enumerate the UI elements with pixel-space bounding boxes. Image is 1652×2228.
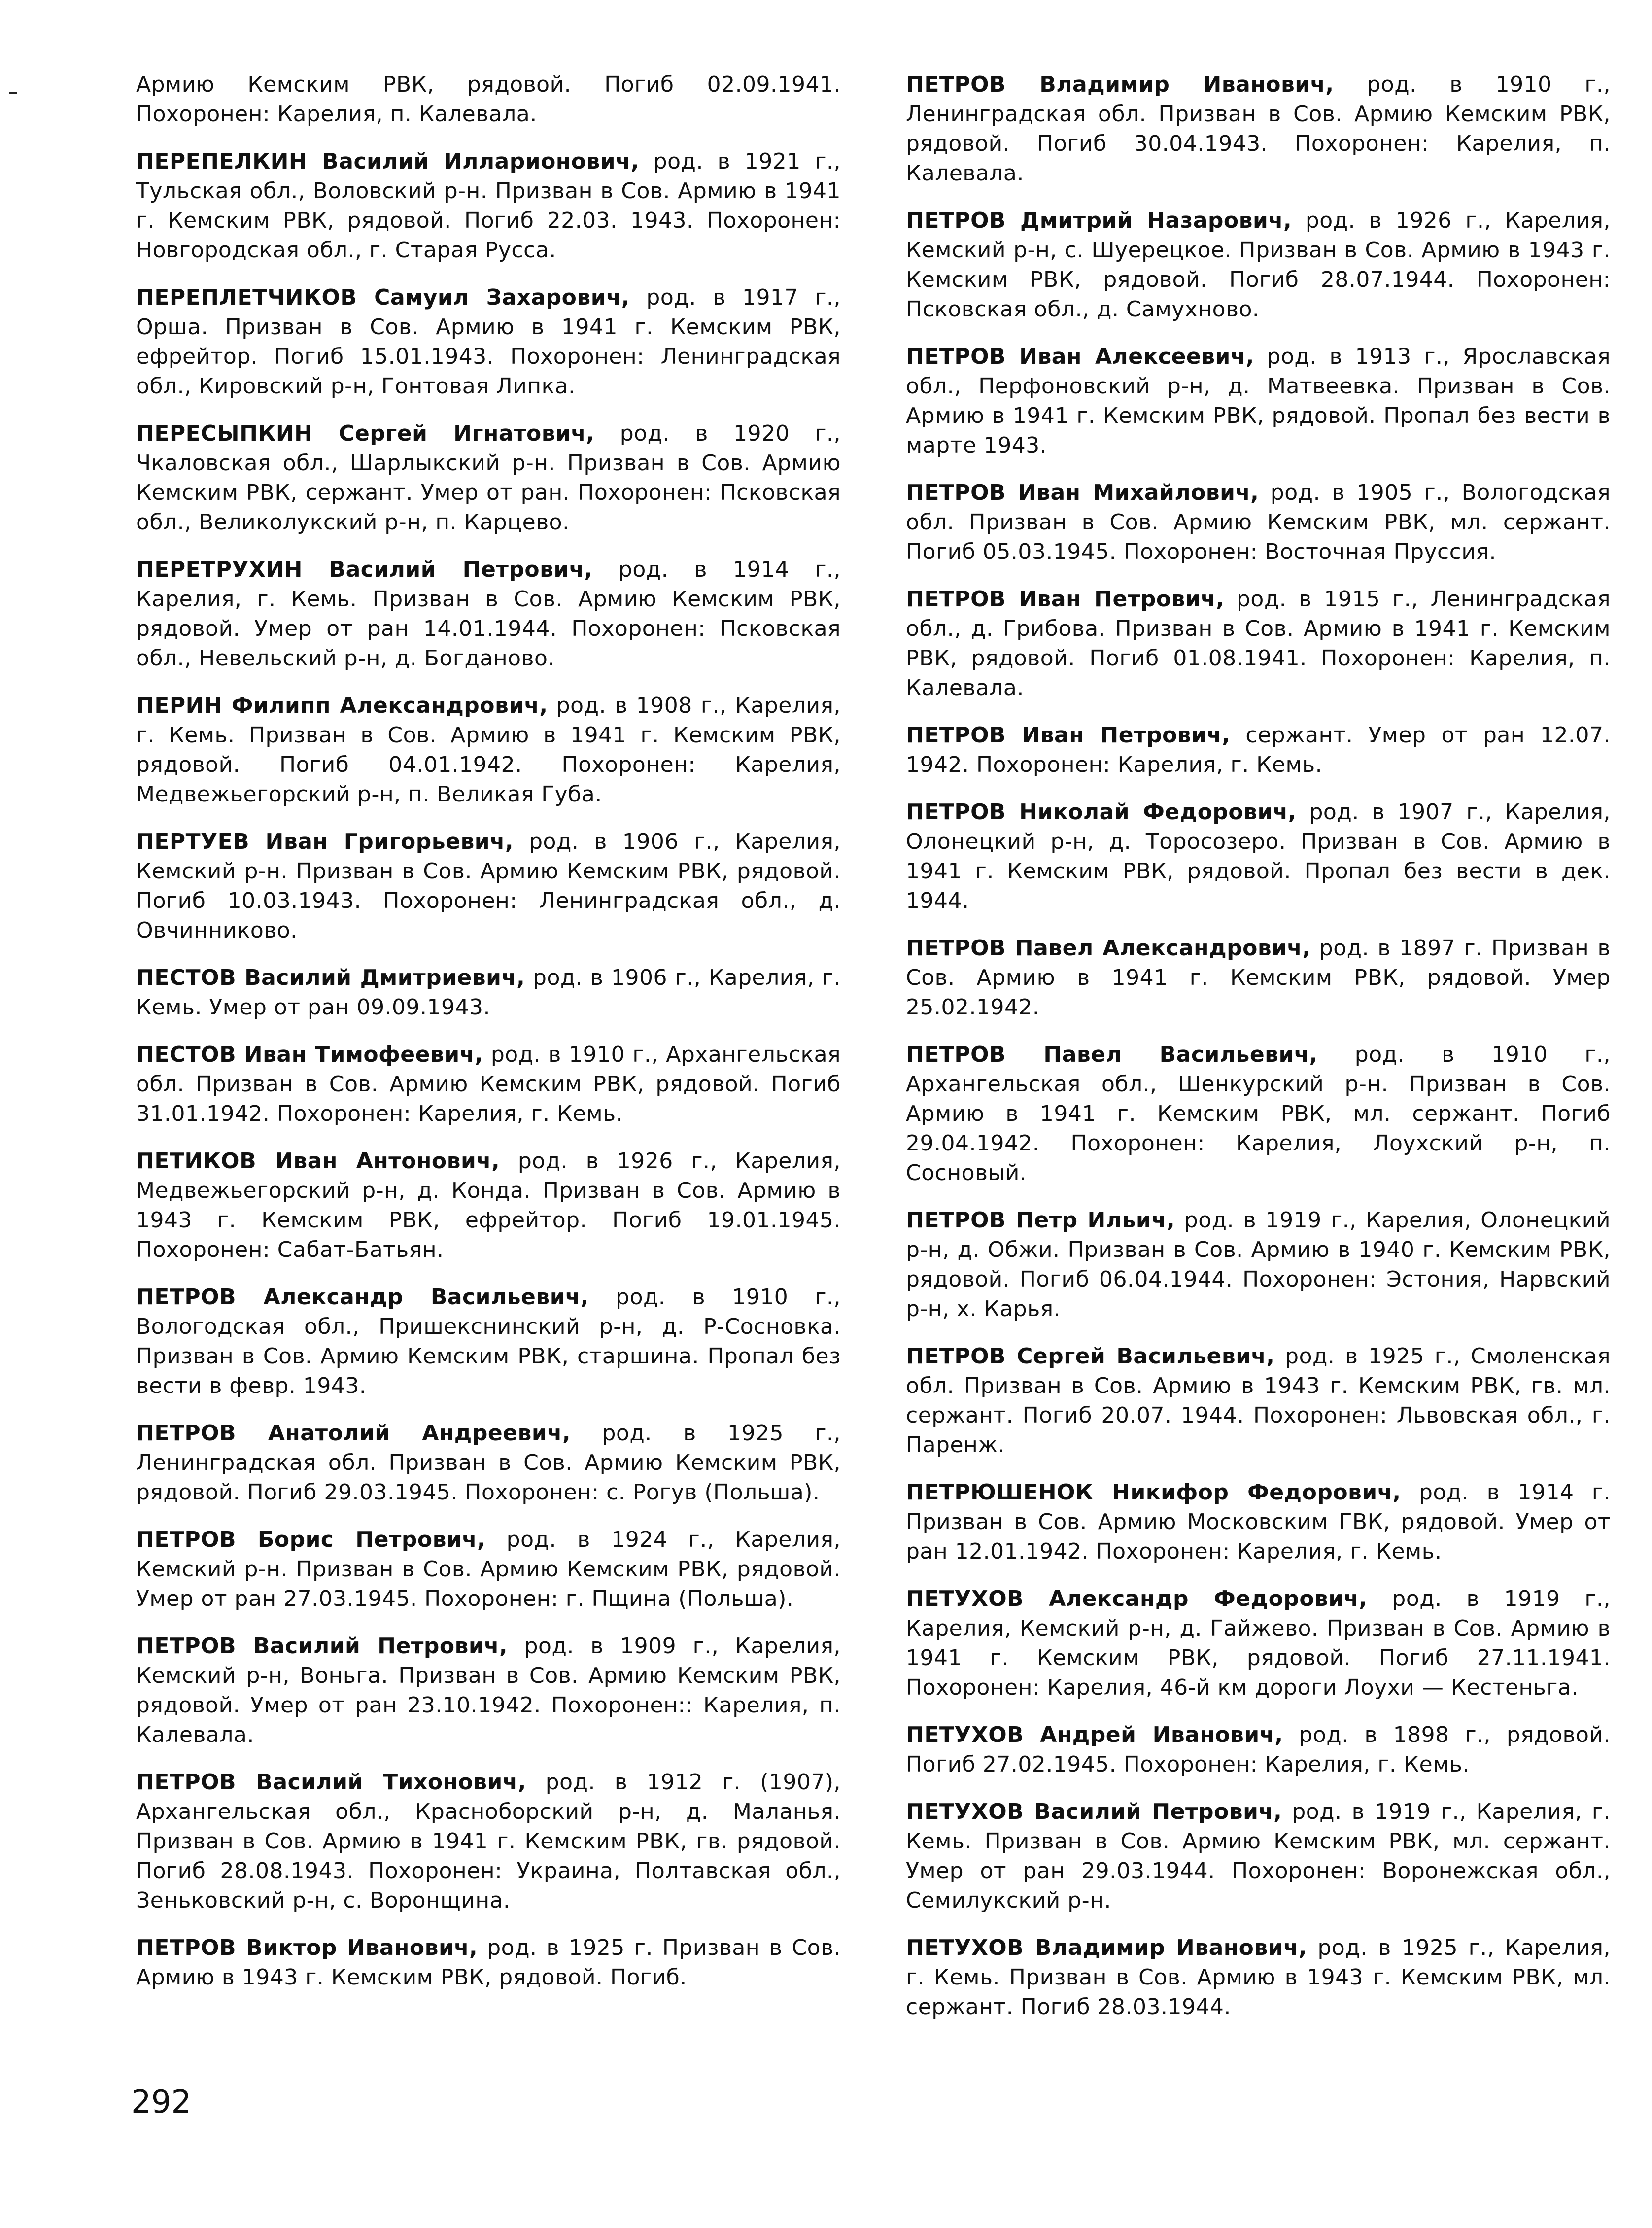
- entry-name: ПЕРТУЕВ Иван Григорьевич,: [136, 829, 514, 854]
- entry: [136, 1768, 841, 1915]
- entry-text: род. в 1897 г. Призван в Сов. Армию в 1941 г. Кемским РВК, рядовой. Умер 25.02.1942.: [906, 936, 1611, 1020]
- entry-name: ПЕТРОВ Николай Федорович,: [906, 800, 1297, 825]
- entry-text: род. в 1919 г., Карелия, Кемский р-н, д. Гайжево. Призван в Сов. Армию в 1941 г. Кемским РВК, рядовой. Погиб 27.11.1941. Похоронен: Карелия, 46-й км дороги Лоухи — Кестеньга.: [906, 1586, 1611, 1700]
- entry: [136, 1632, 841, 1750]
- entry-name: ПЕРЕПЕЛКИН Василий Илларионович,: [136, 149, 640, 174]
- entry: [136, 1419, 841, 1507]
- entry-text: род. в 1906 г., Карелия, г. Кемь. Умер от ран 09.09.1943.: [136, 965, 841, 1020]
- entry-text: род. в 1910 г., Архангельская обл., Шенкурский р-н. Призван в Сов. Армию в 1941 г. Кемским РВК, мл. сержант. Погиб 29.04.1942. Похоронен: Карелия, Лоухский р-н, п. Сосновый.: [906, 1042, 1611, 1185]
- right-column: [906, 70, 1611, 2040]
- entry-text: род. в 1898 г., рядовой. Погиб 27.02.1945. Похоронен: Карелия, г. Кемь.: [906, 1722, 1611, 1777]
- entry: [906, 1206, 1611, 1324]
- entry-text: род. в 1910 г., Вологодская обл., Пришекснинский р-н, д. Р-Сосновка. Призван в Сов. Армию Кемским РВК, старшина. Пропал без вести в февр. 1943.: [136, 1285, 841, 1398]
- entry: [906, 1797, 1611, 1915]
- entry-text: род. в 1920 г., Чкаловская обл., Шарлыкский р-н. Призван в Сов. Армию Кемским РВК, сержант. Умер от ран. Похоронен: Псковская обл., Великолукский р-н, п. Карцево.: [136, 421, 841, 535]
- entry-text: род. в 1909 г., Карелия, Кемский р-н, Воньга. Призван в Сов. Армию Кемским РВК, рядовой. Умер от ран 23.10.1942. Похоронен:: Карелия, п. Калевала.: [136, 1634, 841, 1747]
- entry: [906, 1584, 1611, 1703]
- entry: [906, 585, 1611, 703]
- entry-text: род. в 1925 г., Карелия, г. Кемь. Призван в Сов. Армию в 1943 г. Кемским РВК, мл. сержант. Погиб 28.03.1944.: [906, 1935, 1611, 2019]
- entry: [136, 963, 841, 1022]
- left-column: [136, 70, 841, 2010]
- entry-name: ПЕТИКОВ Иван Антонович,: [136, 1149, 500, 1174]
- entry-text: род. в 1906 г., Карелия, Кемский р-н. Призван в Сов. Армию Кемским РВК, рядовой. Погиб 10.03.1943. Похоронен: Ленинградская обл., д. Овчинниково.: [136, 829, 841, 943]
- entry-name: ПЕРИН Филипп Александрович,: [136, 693, 548, 718]
- entry-name: ПЕТРОВ Александр Васильевич,: [136, 1285, 589, 1310]
- entry: [906, 721, 1611, 780]
- entry: [906, 798, 1611, 916]
- entry: [906, 1478, 1611, 1567]
- entry-name: ПЕТРОВ Виктор Иванович,: [136, 1935, 478, 1960]
- entry-text: род. в 1921 г., Тульская обл., Воловский р-н. Призван в Сов. Армию в 1941 г. Кемским РВК, рядовой. Погиб 22.03. 1943. Похоронен: Новгородская обл., г. Старая Русса.: [136, 149, 841, 263]
- entry-name: ПЕТРОВ Иван Алексеевич,: [906, 344, 1254, 369]
- entry-text: род. в 1907 г., Карелия, Олонецкий р-н, д. Торосозеро. Призван в Сов. Армию в 1941 г. Кемским РВК, рядовой. Пропал без вести в дек. 1944.: [906, 800, 1611, 913]
- entry-text: род. в 1913 г., Ярославская обл., Перфоновский р-н, д. Матвеевка. Призван в Сов. Армию в 1941 г. Кемским РВК, рядовой. Пропал без вести в марте 1943.: [906, 344, 1611, 458]
- entry-name: ПЕТРОВ Владимир Иванович,: [906, 72, 1334, 97]
- entry-name: ПЕРЕПЛЕТЧИКОВ Самуил Захарович,: [136, 285, 630, 310]
- entry-text: род. в 1926 г., Карелия, Кемский р-н, с. Шуерецкое. Призван в Сов. Армию в 1943 г. Кемским РВК, рядовой. Погиб 28.07.1944. Похоронен: Псковская обл., д. Самухново.: [906, 208, 1611, 322]
- entry-name: ПЕТРОВ Василий Петрович,: [136, 1634, 508, 1659]
- entry-name: ПЕТУХОВ Владимир Иванович,: [906, 1935, 1307, 1960]
- entry: [136, 1933, 841, 1992]
- entry-name: ПЕТРЮШЕНОК Никифор Федорович,: [906, 1480, 1401, 1505]
- entry: [906, 1720, 1611, 1779]
- entry: [906, 478, 1611, 567]
- entry: [136, 283, 841, 401]
- entry-name: ПЕТРОВ Иван Петрович,: [906, 587, 1225, 612]
- entry-text: сержант. Умер от ран 12.07. 1942. Похоронен: Карелия, г. Кемь.: [906, 723, 1611, 777]
- entry-name: ПЕРЕСЫПКИН Сергей Игнатович,: [136, 421, 595, 446]
- entry-text: род. в 1910 г., Ленинградская обл. Призван в Сов. Армию Кемским РВК, рядовой. Погиб 30.04.1943. Похоронен: Карелия, п. Калевала.: [906, 72, 1611, 186]
- entry-name: ПЕТРОВ Сергей Васильевич,: [906, 1344, 1275, 1369]
- entry-text: род. в 1915 г., Ленинградская обл., д. Грибова. Призван в Сов. Армию в 1941 г. Кемским РВК, рядовой. Погиб 01.08.1941. Похоронен: Карелия, п. Калевала.: [906, 587, 1611, 700]
- entry-name: ПЕТРОВ Василий Тихонович,: [136, 1770, 526, 1795]
- entry-text: род. в 1925 г. Призван в Сов. Армию в 1943 г. Кемским РВК, рядовой. Погиб.: [136, 1935, 841, 1990]
- entry-name: ПЕСТОВ Иван Тимофеевич,: [136, 1042, 483, 1067]
- entry: [136, 419, 841, 537]
- entry-text: род. в 1905 г., Вологодская обл. Призван в Сов. Армию Кемским РВК, мл. сержант. Погиб 05.03.1945. Похоронен: Восточная Пруссия.: [906, 480, 1611, 564]
- entry: [136, 147, 841, 265]
- page-number: 292: [131, 2084, 192, 2121]
- entry-text: Армию Кемским РВК, рядовой. Погиб 02.09.1941. Похоронен: Карелия, п. Калевала.: [136, 72, 841, 127]
- entry-name: ПЕТРОВ Иван Петрович,: [906, 723, 1231, 748]
- entry-name: ПЕТУХОВ Василий Петрович,: [906, 1799, 1282, 1824]
- entry-name: ПЕТУХОВ Андрей Иванович,: [906, 1722, 1283, 1747]
- entry-text: род. в 1914 г., Карелия, г. Кемь. Призван в Сов. Армию Кемским РВК, рядовой. Умер от ран 14.01.1944. Похоронен: Псковская обл., Невельский р-н, д. Богданово.: [136, 557, 841, 671]
- entry: [136, 1525, 841, 1614]
- entry-name: ПЕТРОВ Иван Михайлович,: [906, 480, 1259, 505]
- entry: [906, 934, 1611, 1022]
- entry-name: ПЕТРОВ Борис Петрович,: [136, 1527, 486, 1552]
- entry-text: род. в 1926 г., Карелия, Медвежьегорский р-н, д. Конда. Призван в Сов. Армию в 1943 г. Кемским РВК, ефрейтор. Погиб 19.01.1945. Похоронен: Сабат-Батьян.: [136, 1149, 841, 1262]
- entry: [136, 1040, 841, 1129]
- entry: [136, 691, 841, 809]
- entry-text: род. в 1919 г., Карелия, Олонецкий р-н, д. Обжи. Призван в Сов. Армию в 1940 г. Кемским РВК, рядовой. Погиб 06.04.1944. Похоронен: Эстония, Нарвский р-н, х. Карья.: [906, 1208, 1611, 1322]
- entry-name: ПЕТРОВ Дмитрий Назарович,: [906, 208, 1292, 233]
- entry-text: род. в 1914 г. Призван в Сов. Армию Московским ГВК, рядовой. Умер от ран 12.01.1942. Похоронен: Карелия, г. Кемь.: [906, 1480, 1611, 1564]
- entry: [136, 827, 841, 945]
- entry-name: ПЕРЕТРУХИН Василий Петрович,: [136, 557, 593, 582]
- entry: [906, 342, 1611, 460]
- entry-text: род. в 1925 г., Смоленская обл. Призван в Сов. Армию в 1943 г. Кемским РВК, гв. мл. сержант. Погиб 20.07. 1944. Похоронен: Львовская обл., г. Паренж.: [906, 1344, 1611, 1458]
- entry-name: ПЕТРОВ Павел Васильевич,: [906, 1042, 1318, 1067]
- entry: [136, 1147, 841, 1265]
- entry-text: род. в 1908 г., Карелия, г. Кемь. Призван в Сов. Армию в 1941 г. Кемским РВК, рядовой. Погиб 04.01.1942. Похоронен: Карелия, Медвежьегорский р-н, п. Великая Губа.: [136, 693, 841, 807]
- entry: [906, 1040, 1611, 1188]
- entry: [136, 1283, 841, 1401]
- entry: [906, 1342, 1611, 1460]
- entry-name: ПЕТУХОВ Александр Федорович,: [906, 1586, 1368, 1611]
- entry-text: род. в 1917 г., Орша. Призван в Сов. Армию в 1941 г. Кемским РВК, ефрейтор. Погиб 15.01.1943. Похоронен: Ленинградская обл., Кировский р-н, Гонтовая Липка.: [136, 285, 841, 399]
- entry: [136, 555, 841, 673]
- entry-text: род. в 1925 г., Ленинградская обл. Призван в Сов. Армию Кемским РВК, рядовой. Погиб 29.03.1945. Похоронен: с. Рогув (Польша).: [136, 1421, 841, 1505]
- entry-text: род. в 1919 г., Карелия, г. Кемь. Призван в Сов. Армию Кемским РВК, мл. сержант. Умер от ран 29.03.1944. Похоронен: Воронежская обл., Семилукский р-н.: [906, 1799, 1611, 1913]
- entry: [906, 206, 1611, 324]
- entry-text: род. в 1924 г., Карелия, Кемский р-н. Призван в Сов. Армию Кемским РВК, рядовой. Умер от ран 27.03.1945. Похоронен: г. Пщина (Польша).: [136, 1527, 841, 1611]
- entry-name: ПЕТРОВ Анатолий Андреевич,: [136, 1421, 571, 1446]
- entry-name: ПЕТРОВ Павел Александрович,: [906, 936, 1311, 961]
- entry: [906, 70, 1611, 188]
- entry-text: род. в 1910 г., Архангельская обл. Призван в Сов. Армию Кемским РВК, рядовой. Погиб 31.01.1942. Похоронен: Карелия, г. Кемь.: [136, 1042, 841, 1126]
- entry-text: род. в 1912 г. (1907), Архангельская обл., Красноборский р-н, д. Маланья. Призван в Сов. Армию в 1941 г. Кемским РВК, гв. рядовой. Погиб 28.08.1943. Похоронен: Украина, Полтавская обл., Зеньковский р-н, с. Воронщина.: [136, 1770, 841, 1913]
- entry-name: ПЕТРОВ Петр Ильич,: [906, 1208, 1175, 1233]
- entry: [906, 1933, 1611, 2022]
- scan-edge-mark: [9, 92, 17, 94]
- entry-name: ПЕСТОВ Василий Дмитриевич,: [136, 965, 525, 990]
- entry: [136, 70, 841, 129]
